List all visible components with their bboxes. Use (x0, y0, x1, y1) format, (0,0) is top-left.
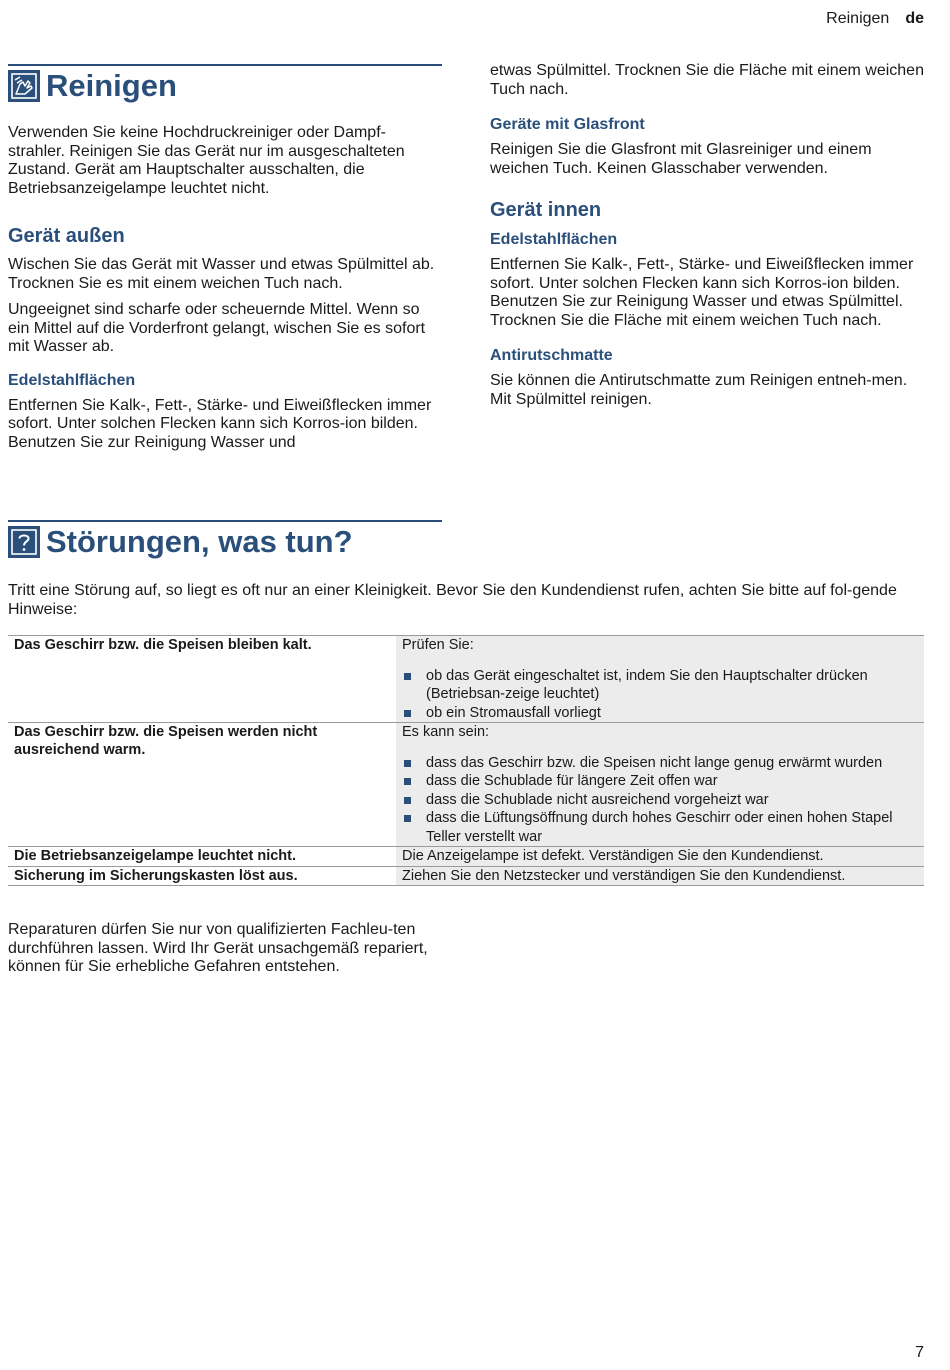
list-item: dass die Lüftungsöffnung durch hohes Geschirr oder einen hohen Stapel Teller verstellt war (402, 809, 918, 846)
innen-edelstahl-heading: Edelstahlflächen (490, 231, 618, 248)
geraet-innen-heading: Gerät innen (490, 199, 602, 221)
aussen-edelstahl-heading: Edelstahlflächen (8, 371, 136, 389)
left-column (8, 64, 442, 452)
problem-cell: Sicherung im Sicherungskasten löst aus. (8, 866, 396, 886)
running-header-lang: de (905, 10, 924, 27)
stoerungen-section (8, 520, 924, 886)
reinigen-heading (8, 64, 442, 104)
antirutschmatte-heading: Antirutschmatte (490, 347, 613, 364)
table-row (8, 847, 924, 867)
table-row (8, 636, 924, 723)
remedy-cell: Ziehen Sie den Netzstecker und verständigen Sie den Kundendienst. (396, 866, 924, 886)
list-item: dass die Schublade nicht ausreichend vorgeheizt war (402, 791, 918, 810)
fault-table (8, 635, 924, 886)
remedy-cell: Die Anzeigelampe ist defekt. Verständigen Sie den Kundendienst. (396, 847, 924, 867)
table-row (8, 866, 924, 886)
problem-cell: Das Geschirr bzw. die Speisen bleiben kalt. (8, 636, 396, 723)
running-header-section: Reinigen (826, 10, 890, 27)
right-column (490, 62, 924, 409)
remedy-cell (396, 723, 924, 847)
list-item: dass das Geschirr bzw. die Speisen nicht lange genug erwärmt wurden (402, 754, 918, 773)
repair-warning: Reparaturen dürfen Sie nur von qualifizierten Fachleu-ten durchführen lassen. Wird Ihr Gerät unsachgemäß repariert, können für Sie erhebliche Gefahren entstehen. (8, 921, 428, 975)
problem-cell: Die Betriebsanzeigelampe leuchtet nicht. (8, 847, 396, 867)
remedy-head: Prüfen Sie: (402, 637, 474, 653)
stoerungen-heading (8, 520, 442, 560)
geraet-aussen-heading: Gerät außen (8, 225, 125, 247)
remedy-cell (396, 636, 924, 723)
glasfront-heading: Geräte mit Glasfront (490, 116, 645, 133)
stoerungen-intro: Tritt eine Störung auf, so liegt es oft nur an einer Kleinigkeit. Bevor Sie den Kundendienst rufen, achten Sie bitte auf fol-gende Hinweise: (8, 582, 897, 618)
remedy-list (402, 754, 918, 847)
list-item: ob das Gerät eingeschaltet ist, indem Sie den Hauptschalter drücken (Betriebsan-zeige leuchtet) (402, 667, 918, 704)
list-item: dass die Schublade für längere Zeit offen war (402, 772, 918, 791)
aussen-edelstahl-text-b: etwas Spülmittel. Trocknen Sie die Fläche mit einem weichen Tuch nach. (490, 62, 924, 98)
aussen-paragraph-1: Wischen Sie das Gerät mit Wasser und etwas Spülmittel ab. Trocknen Sie es mit einem weichen Tuch nach. (8, 256, 435, 292)
reinigen-intro: Verwenden Sie keine Hochdruckreiniger oder Dampf-strahler. Reinigen Sie das Gerät nur im ausgeschalteten Zustand. Gerät am Hauptschalter ausschalten, die Betriebsanzeigelampe leuchtet nicht. (8, 124, 405, 197)
question-mark-icon (8, 526, 40, 558)
page-number: 7 (915, 1344, 924, 1361)
problem-cell: Das Geschirr bzw. die Speisen werden nicht ausreichend warm. (8, 723, 396, 847)
glasfront-text: Reinigen Sie die Glasfront mit Glasreiniger und einem weichen Tuch. Keinen Glasschaber verwenden. (490, 141, 872, 177)
cleaning-hand-icon (8, 70, 40, 102)
list-item: ob ein Stromausfall vorliegt (402, 704, 918, 723)
aussen-paragraph-2: Ungeeignet sind scharfe oder scheuernde Mittel. Wenn so ein Mittel auf die Vorderfront gelangt, wischen Sie es sofort mit Wasser ab. (8, 301, 426, 355)
stoerungen-title: Störungen, was tun? (46, 524, 353, 559)
remedy-head: Es kann sein: (402, 724, 490, 740)
remedy-list (402, 667, 918, 723)
antirutschmatte-text: Sie können die Antirutschmatte zum Reinigen entneh-men. Mit Spülmittel reinigen. (490, 372, 908, 408)
aussen-edelstahl-text-a: Entfernen Sie Kalk-, Fett-, Stärke- und Eiweißflecken immer sofort. Unter solchen Flecken kann sich Korros-ion bilden. Benutzen Sie zur Reinigung Wasser und (8, 396, 432, 451)
table-row (8, 723, 924, 847)
page-title: Reinigen (46, 68, 177, 103)
innen-edelstahl-text: Entfernen Sie Kalk-, Fett-, Stärke- und Eiweißflecken immer sofort. Unter solchen Flecken kann sich Korros-ion bilden. Benutzen Sie zur Reinigung Wasser und etwas Spülmittel. Trocknen Sie die Fläche mit einem weichen Tuch nach. (490, 256, 914, 329)
running-header (826, 10, 924, 28)
